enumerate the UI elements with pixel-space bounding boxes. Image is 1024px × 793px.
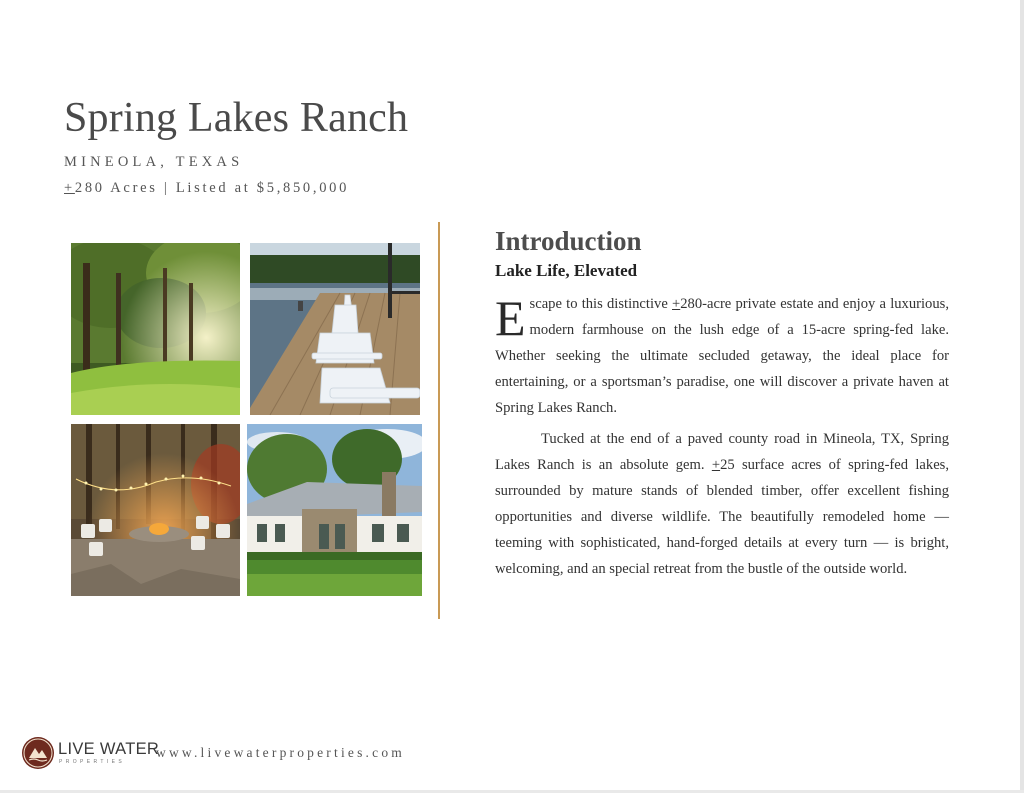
- property-acres-price: [64, 180, 349, 197]
- introduction-body: [495, 291, 949, 587]
- paragraph-2-text-a: Tucked at the end of a paved county road in Mineola, TX, Spring Lakes Ranch is an absolute gem.: [495, 431, 949, 473]
- acres-price-text: 280 Acres | Listed at $5,850,000: [74, 180, 350, 196]
- paragraph-1: [495, 291, 949, 421]
- paragraph-2: [495, 426, 949, 582]
- photo-forest-lawn: [71, 243, 240, 415]
- photo-lake-dock: [250, 243, 420, 415]
- photo-farmhouse: [247, 424, 422, 596]
- live-water-logo-text: LIVE WATER: [58, 740, 160, 758]
- website-url[interactable]: www.livewaterproperties.com: [156, 745, 405, 760]
- drop-cap: E: [495, 290, 526, 346]
- live-water-logo-subtext: PROPERTIES: [59, 759, 126, 765]
- live-water-logo-icon: [22, 737, 54, 769]
- paragraph-1-text-a: scape to this distinctive: [529, 296, 672, 312]
- page-edge-shadow: [1020, 0, 1024, 793]
- introduction-subheading: Lake Life, Elevated: [495, 261, 638, 280]
- paragraph-1-text-b: 280-acre private estate and enjoy a luxurious, modern farmhouse on the lush edge of a 15-acre spring-fed lake. Whether seeking the ultimate secluded getaway, the ideal place for entertaining, or a sportsman’s paradise, one will discover a private haven at Spring Lakes Ranch.: [495, 296, 949, 416]
- paragraph-2-text-b: 25 surface acres of spring-fed lakes, surrounded by mature stands of blended timber, offer excellent fishing opportunities and diverse wildlife. The beautifully remodeled home — teeming with sophisticated, hand-forged details at every turn — is bright, welcoming, and an special retreat from the bustle of the outside world.: [495, 457, 949, 577]
- plus-minus-symbol: +: [64, 180, 75, 196]
- photo-fire-pit: [71, 424, 240, 596]
- page-title: Spring Lakes Ranch: [64, 95, 409, 141]
- plus-minus-symbol: +: [672, 296, 681, 312]
- plus-minus-symbol: +: [711, 457, 721, 473]
- introduction-heading: Introduction: [495, 226, 642, 256]
- vertical-divider: [438, 222, 440, 619]
- property-location: MINEOLA, TEXAS: [64, 154, 244, 170]
